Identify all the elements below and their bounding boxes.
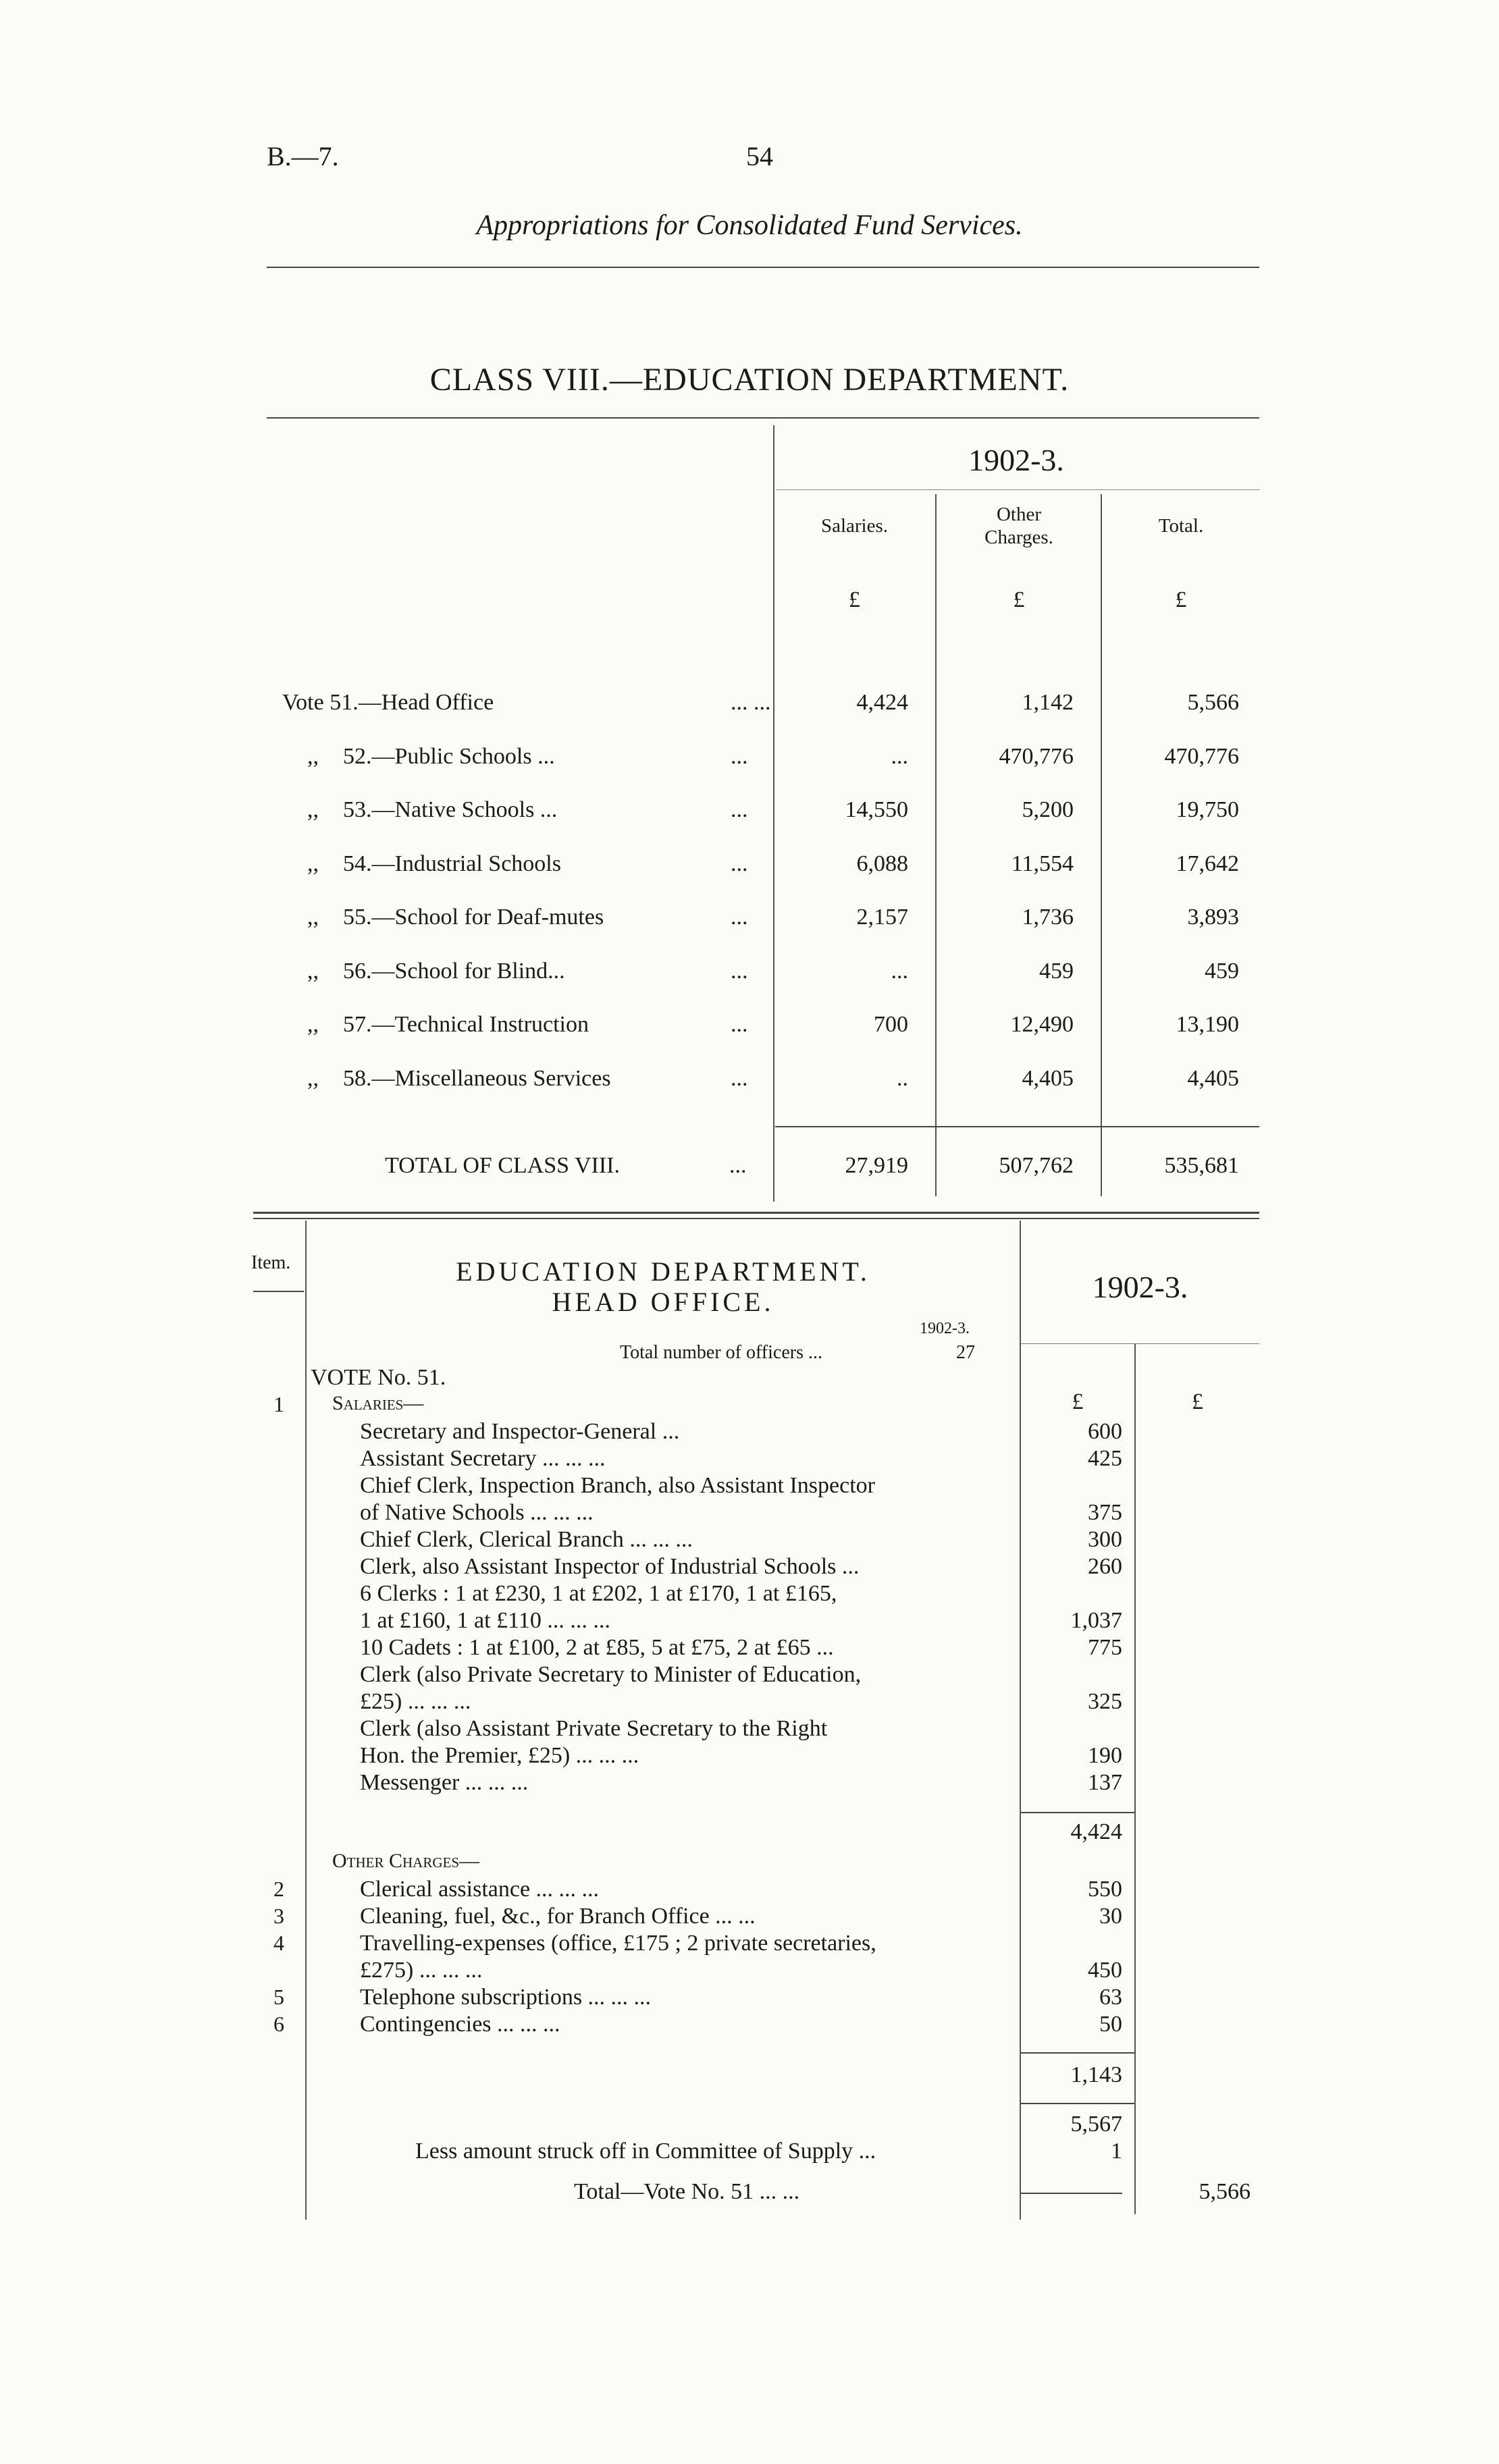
vote-heading: VOTE No. 51. — [311, 1365, 446, 1390]
col-total-header: Total. — [1158, 515, 1204, 537]
detail-line-text: Cleaning, fuel, &c., for Branch Office ... ... — [360, 1904, 756, 1929]
detail-pound-sign-2: £ — [1192, 1389, 1203, 1414]
detail-line-text: Clerk (also Assistant Private Secretary to the Right — [360, 1716, 828, 1741]
summary-row-other-charges: 4,405 — [1022, 1066, 1074, 1091]
summary-title: CLASS VIII.—EDUCATION DEPARTMENT. — [429, 362, 1070, 398]
summary-total-total: 535,681 — [1164, 1153, 1239, 1178]
summary-row-ditto: ,, — [307, 744, 319, 769]
summary-row-other-charges: 11,554 — [1011, 851, 1074, 876]
summary-row-ditto: ,, — [307, 851, 319, 876]
header-rule — [267, 267, 1259, 268]
item-number: 2 — [273, 1877, 284, 1901]
vote-total-label: Total—Vote No. 51 ... ... — [574, 2179, 800, 2204]
summary-row-salaries: 4,424 — [856, 690, 908, 715]
summary-row-ditto: ,, — [307, 1012, 319, 1037]
summary-row-dots: ... — [731, 1012, 748, 1037]
summary-row-total: 5,566 — [1187, 690, 1239, 715]
detail-year-rule — [1021, 1343, 1259, 1344]
summary-total-other: 507,762 — [999, 1153, 1074, 1178]
detail-line-amount: 450 — [1088, 1958, 1122, 1983]
summary-row-dots: ... — [731, 851, 748, 876]
summary-row-label: 58.—Miscellaneous Services — [343, 1066, 611, 1091]
salaries-subtotal-rule — [1021, 1812, 1134, 1813]
summary-row-salaries: 700 — [874, 1012, 908, 1037]
summary-row-dots: ... — [731, 744, 748, 769]
salaries-subtotal: 4,424 — [1070, 1819, 1122, 1844]
summary-row-label: 54.—Industrial Schools — [343, 851, 561, 876]
detail-line-text: Secretary and Inspector-General ... — [360, 1419, 680, 1444]
detail-line-text: Clerk, also Assistant Inspector of Industrial Schools ... — [360, 1554, 860, 1579]
detail-line-text: Chief Clerk, Inspection Branch, also Assistant Inspector — [360, 1473, 875, 1498]
detail-item-divider — [305, 1221, 307, 2220]
detail-line-amount: 600 — [1088, 1419, 1122, 1444]
summary-row-dots: ... ... — [731, 690, 771, 715]
detail-line-text: Clerk (also Private Secretary to Minister of Education, — [360, 1662, 862, 1687]
detail-line-text: Messenger ... ... ... — [360, 1770, 529, 1795]
summary-row-label: 52.—Public Schools ... — [343, 744, 555, 769]
item-number: 6 — [273, 2012, 284, 2036]
summary-row-total: 17,642 — [1176, 851, 1239, 876]
summary-row-dots: ... — [731, 1066, 748, 1091]
summary-row-ditto: ,, — [307, 1066, 319, 1091]
detail-year-heading: 1902-3. — [1092, 1270, 1188, 1304]
other-pound-sign: £ — [1013, 587, 1025, 612]
detail-line-text: Hon. the Premier, £25) ... ... ... — [360, 1743, 639, 1768]
summary-row-other-charges: 459 — [1039, 959, 1074, 984]
detail-line-text: £275) ... ... ... — [360, 1958, 483, 1983]
office-heading: HEAD OFFICE. — [552, 1287, 774, 1317]
summary-year-heading: 1902-3. — [968, 443, 1064, 477]
item-number: 3 — [273, 1904, 284, 1928]
detail-line-amount: 425 — [1088, 1446, 1122, 1471]
officers-count: 27 — [956, 1342, 975, 1363]
summary-row-salaries: ... — [891, 959, 908, 984]
detail-line-amount: 325 — [1088, 1689, 1122, 1714]
other-charges-subhead: Other Charges— — [332, 1850, 480, 1872]
summary-row-label: 57.—Technical Instruction — [343, 1012, 589, 1037]
summary-stub-divider — [773, 425, 774, 1202]
summary-row-dots: ... — [731, 905, 748, 930]
summary-total-salaries: 27,919 — [845, 1153, 908, 1178]
detail-line-text: 6 Clerks : 1 at £230, 1 at £202, 1 at £170, 1 at £165, — [360, 1581, 837, 1606]
detail-line-amount: 137 — [1088, 1770, 1122, 1795]
summary-row-other-charges: 470,776 — [999, 744, 1074, 769]
detail-line-text: £25) ... ... ... — [360, 1689, 471, 1714]
detail-line-amount: 260 — [1088, 1554, 1122, 1579]
summary-row-salaries: 6,088 — [856, 851, 908, 876]
total-pound-sign: £ — [1175, 587, 1187, 612]
detail-line-text: 1 at £160, 1 at £110 ... ... ... — [360, 1608, 610, 1633]
summary-row-other-charges: 12,490 — [1010, 1012, 1074, 1037]
summary-total-dots: ... — [729, 1153, 747, 1178]
summary-row-total: 470,776 — [1164, 744, 1239, 769]
summary-row-total: 459 — [1205, 959, 1239, 984]
salaries-pound-sign: £ — [849, 587, 860, 612]
detail-amount-divider — [1134, 1343, 1136, 2214]
item-number: 1 — [273, 1392, 284, 1416]
other-charges-subtotal: 1,143 — [1070, 2062, 1122, 2087]
detail-line-amount: 63 — [1099, 1985, 1122, 2010]
summary-top-rule — [267, 417, 1259, 419]
summary-row-total: 4,405 — [1187, 1066, 1239, 1091]
item-number: 5 — [273, 1985, 284, 2009]
section-double-rule-top — [253, 1212, 1259, 1214]
summary-row-label: 53.—Native Schools ... — [343, 797, 558, 822]
summary-row-dots: ... — [731, 959, 748, 984]
summary-row-other-charges: 1,142 — [1022, 690, 1074, 715]
summary-row-salaries: 14,550 — [845, 797, 908, 822]
summary-row-salaries: 2,157 — [856, 905, 908, 930]
summary-row-other-charges: 5,200 — [1022, 797, 1074, 822]
detail-line-text: Telephone subscriptions ... ... ... — [360, 1985, 652, 2010]
summary-row-ditto: ,, — [307, 905, 319, 930]
vote-total-rule — [1021, 2193, 1122, 2194]
officers-year: 1902-3. — [920, 1320, 970, 1337]
detail-line-text: Chief Clerk, Clerical Branch ... ... ... — [360, 1527, 693, 1552]
detail-pound-sign-1: £ — [1072, 1389, 1084, 1414]
summary-col-divider-1 — [935, 494, 937, 1196]
summary-row-label: 55.—School for Deaf-mutes — [343, 905, 604, 930]
item-column-header: Item. — [251, 1252, 291, 1273]
page-number: 54 — [746, 141, 773, 171]
col-salaries-header: Salaries. — [820, 515, 889, 537]
item-header-rule — [253, 1291, 304, 1292]
detail-line-amount: 190 — [1088, 1743, 1122, 1768]
summary-row-total: 19,750 — [1176, 797, 1239, 822]
vote-total-amount: 5,566 — [1199, 2179, 1251, 2204]
summary-row-total: 13,190 — [1176, 1012, 1239, 1037]
other-subtotal-rule — [1021, 2052, 1134, 2054]
page-subtitle: Appropriations for Consolidated Fund Services. — [476, 210, 1023, 241]
department-heading: EDUCATION DEPARTMENT. — [456, 1256, 870, 1287]
item-number: 4 — [273, 1931, 284, 1955]
col-other-charges-header-line1: Other — [996, 504, 1042, 525]
document-reference: B.—7. — [267, 141, 339, 171]
detail-line-text: Assistant Secretary ... ... ... — [360, 1446, 606, 1471]
detail-line-amount: 550 — [1088, 1877, 1122, 1902]
salaries-subhead: Salaries— — [332, 1392, 424, 1414]
summary-year-rule — [777, 489, 1259, 490]
detail-line-text: Travelling-expenses (office, £175 ; 2 private secretaries, — [360, 1931, 876, 1956]
detail-line-text: of Native Schools ... ... ... — [360, 1500, 594, 1525]
detail-line-amount: 375 — [1088, 1500, 1122, 1525]
detail-line-amount: 30 — [1099, 1904, 1122, 1929]
detail-line-text: Clerical assistance ... ... ... — [360, 1877, 600, 1902]
detail-line-amount: 1,037 — [1070, 1608, 1122, 1633]
gross-rule — [1021, 2103, 1134, 2104]
detail-line-text: Contingencies ... ... ... — [360, 2012, 560, 2037]
officers-label: Total number of officers ... — [620, 1342, 822, 1363]
less-struck-off-amount: 1 — [1111, 2139, 1122, 2164]
detail-line-text: 10 Cadets : 1 at £100, 2 at £85, 5 at £75, 2 at £65 ... — [360, 1635, 834, 1660]
detail-line-amount: 775 — [1088, 1635, 1122, 1660]
less-struck-off-label: Less amount struck off in Committee of Supply ... — [415, 2139, 876, 2164]
summary-row-total: 3,893 — [1187, 905, 1239, 930]
summary-row-ditto: ,, — [307, 797, 319, 822]
summary-row-dots: ... — [731, 797, 748, 822]
summary-total-rule — [775, 1126, 1259, 1127]
summary-total-label: TOTAL OF CLASS VIII. — [385, 1153, 621, 1178]
summary-row-salaries: .. — [897, 1066, 908, 1091]
gross-total: 5,567 — [1070, 2112, 1122, 2137]
detail-line-amount: 50 — [1099, 2012, 1122, 2037]
section-double-rule-bottom — [253, 1218, 1259, 1219]
summary-row-label: 56.—School for Blind... — [343, 959, 565, 984]
summary-row-ditto: ,, — [307, 959, 319, 984]
detail-line-amount: 300 — [1088, 1527, 1122, 1552]
summary-row-other-charges: 1,736 — [1022, 905, 1074, 930]
summary-row-salaries: ... — [891, 744, 908, 769]
summary-col-divider-2 — [1101, 494, 1102, 1196]
col-other-charges-header-line2: Charges. — [984, 527, 1053, 548]
summary-row-label: Vote 51.—Head Office — [282, 690, 494, 715]
